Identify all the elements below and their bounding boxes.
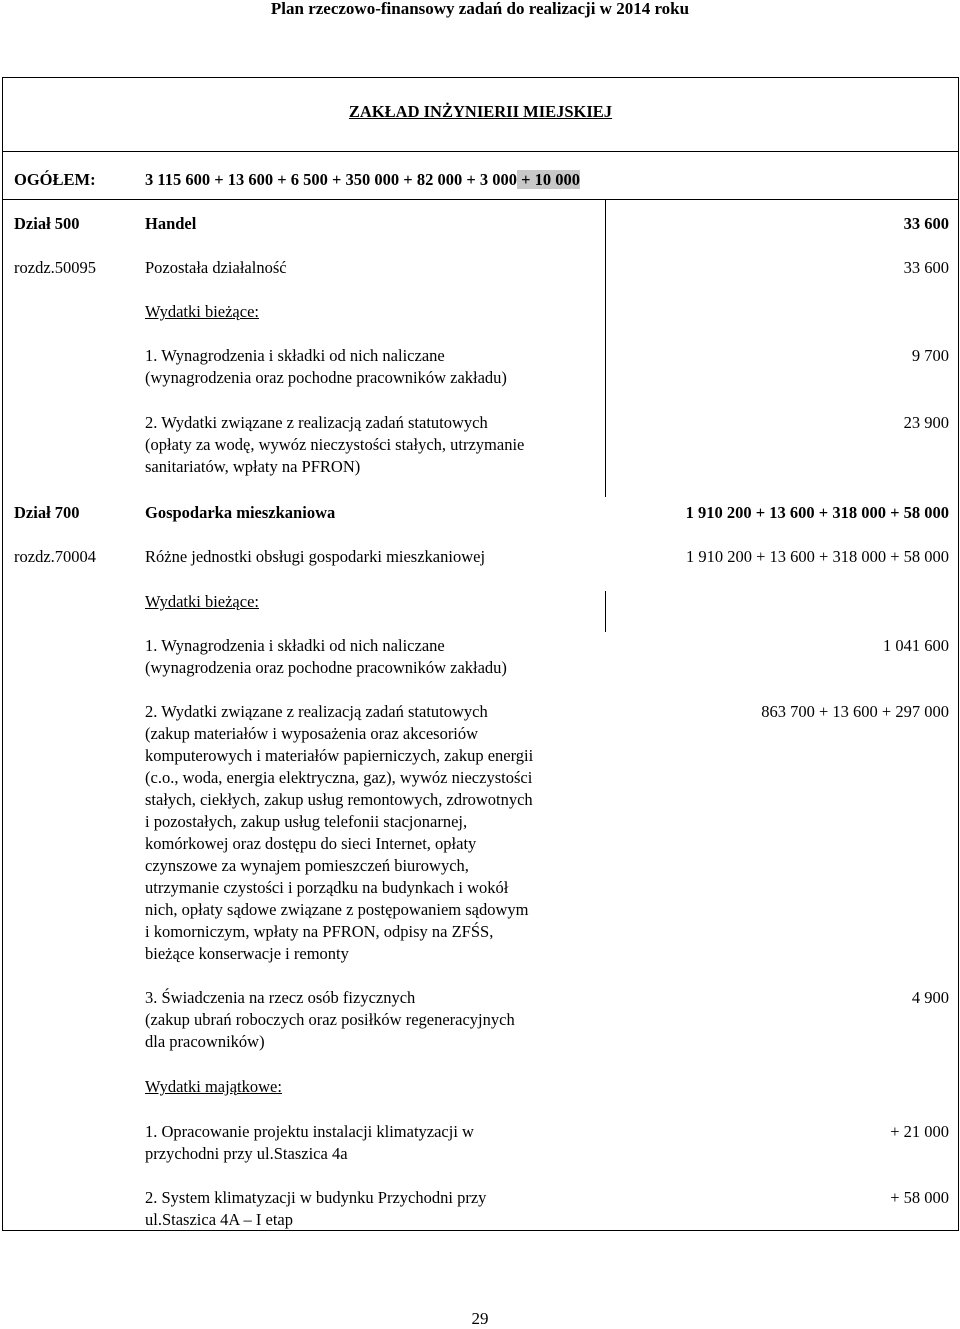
dzial-700-current-item-2-line-11: i komorniczym, wpłaty na PFRON, odpisy na ZFŚS,	[145, 922, 494, 941]
dzial-500-amount: 33 600	[903, 214, 949, 233]
dzial-700-current-label: Wydatki bieżące:	[145, 592, 259, 611]
dzial-700-current-item-3-line-2: (zakup ubrań roboczych oraz posiłków regeneracyjnych	[145, 1010, 515, 1029]
dzial-700-current-item-2-line-2: (zakup materiałów i wyposażenia oraz akcesoriów	[145, 724, 479, 743]
dzial-700-current-item-2-line-6: i pozostałych, zakup usług telefonii stacjonarnej,	[145, 812, 468, 831]
dzial-700-capital-label: Wydatki majątkowe:	[145, 1077, 282, 1096]
total-label: OGÓŁEM:	[14, 170, 96, 189]
dzial-700-amount: 1 910 200 + 13 600 + 318 000 + 58 000	[685, 503, 949, 522]
dzial-700-capital-item-2-line-1: 2. System klimatyzacji w budynku Przychodni przy	[145, 1188, 487, 1207]
dzial-700-current-item-1-amount: 1 041 600	[883, 636, 949, 655]
dzial-700-current-item-3-amount: 4 900	[911, 988, 949, 1007]
rozdz-50095-label: rozdz.50095	[14, 258, 97, 277]
dzial-700-current-item-2-line-10: nich, opłaty sądowe związane z postępowaniem sądowym	[145, 900, 529, 919]
total-value-main: 3 115 600 + 13 600 + 6 500 + 350 000 + 82 000 + 3 000	[145, 170, 517, 189]
dzial-700-current-item-2-line-9: utrzymanie czystości i porządku na budynkach i wokół	[145, 878, 509, 897]
unit-title: ZAKŁAD INŻYNIERII MIEJSKIEJ	[348, 102, 613, 121]
total-value-highlight: + 10 000	[516, 170, 581, 189]
amount-column-rule-700	[605, 591, 606, 632]
document-header: Plan rzeczowo-finansowy zadań do realizacji w 2014 roku	[270, 0, 690, 18]
amount-column-rule-500	[605, 199, 606, 497]
rule-under-total	[2, 199, 959, 200]
page-number: 29	[471, 1309, 489, 1328]
dzial-500-item-1-line-1: 1. Wynagrodzenia i składki od nich naliczane	[145, 346, 445, 365]
dzial-700-current-item-2-line-7: komórkowej oraz dostępu do sieci Internet, opłaty	[145, 834, 477, 853]
dzial-500-item-2-amount: 23 900	[903, 413, 949, 432]
dzial-700-current-item-2-amount: 863 700 + 13 600 + 297 000	[761, 702, 949, 721]
dzial-500-item-2-line-1: 2. Wydatki związane z realizacją zadań statutowych	[145, 413, 488, 432]
dzial-700-current-item-1-line-1: 1. Wynagrodzenia i składki od nich naliczane	[145, 636, 445, 655]
dzial-700-current-item-3-line-1: 3. Świadczenia na rzecz osób fizycznych	[145, 988, 416, 1007]
dzial-700-capital-item-2-line-2: ul.Staszica 4A – I etap	[145, 1210, 294, 1229]
rule-under-title	[2, 151, 959, 152]
dzial-700-current-item-2-line-8: czynszowe za wynajem pomieszczeń biurowych,	[145, 856, 469, 875]
dzial-700-current-item-1-line-2: (wynagrodzenia oraz pochodne pracowników zakładu)	[145, 658, 507, 677]
dzial-700-current-item-3-line-3: dla pracowników)	[145, 1032, 265, 1051]
dzial-500-item-2-line-2: (opłaty za wodę, wywóz nieczystości stałych, utrzymanie	[145, 435, 525, 454]
dzial-500-current-label: Wydatki bieżące:	[145, 302, 259, 321]
dzial-700-current-item-2-line-3: komputerowych i materiałów papierniczych, zakup energii	[145, 746, 534, 765]
dzial-700-current-item-2-line-4: (c.o., woda, energia elektryczna, gaz), wywóz nieczystości	[145, 768, 533, 787]
dzial-700-capital-item-1-line-2: przychodni przy ul.Staszica 4a	[145, 1144, 348, 1163]
dzial-700-name: Gospodarka mieszkaniowa	[145, 503, 336, 522]
total-value	[145, 169, 580, 191]
dzial-500-label: Dział 500	[14, 214, 80, 233]
dzial-700-label: Dział 700	[14, 503, 80, 522]
dzial-700-capital-item-1-line-1: 1. Opracowanie projektu instalacji klimatyzacji w	[145, 1122, 474, 1141]
rozdz-50095-name: Pozostała działalność	[145, 258, 287, 277]
rozdz-50095-amount: 33 600	[903, 258, 949, 277]
dzial-700-current-item-2-line-1: 2. Wydatki związane z realizacją zadań statutowych	[145, 702, 488, 721]
dzial-700-capital-item-1-amount: + 21 000	[890, 1122, 949, 1141]
rozdz-70004-name: Różne jednostki obsługi gospodarki mieszkaniowej	[145, 547, 486, 566]
dzial-700-capital-item-2-amount: + 58 000	[890, 1188, 949, 1207]
rozdz-70004-label: rozdz.70004	[14, 547, 97, 566]
dzial-700-current-item-2-line-5: stałych, ciekłych, zakup usług remontowych, zdrowotnych	[145, 790, 533, 809]
dzial-500-name: Handel	[145, 214, 197, 233]
rozdz-70004-amount: 1 910 200 + 13 600 + 318 000 + 58 000	[685, 547, 949, 566]
dzial-500-item-1-line-2: (wynagrodzenia oraz pochodne pracowników zakładu)	[145, 368, 507, 387]
dzial-500-item-2-line-3: sanitariatów, wpłaty na PFRON)	[145, 457, 361, 476]
dzial-700-current-item-2-line-12: bieżące konserwacje i remonty	[145, 944, 349, 963]
dzial-500-item-1-amount: 9 700	[911, 346, 949, 365]
